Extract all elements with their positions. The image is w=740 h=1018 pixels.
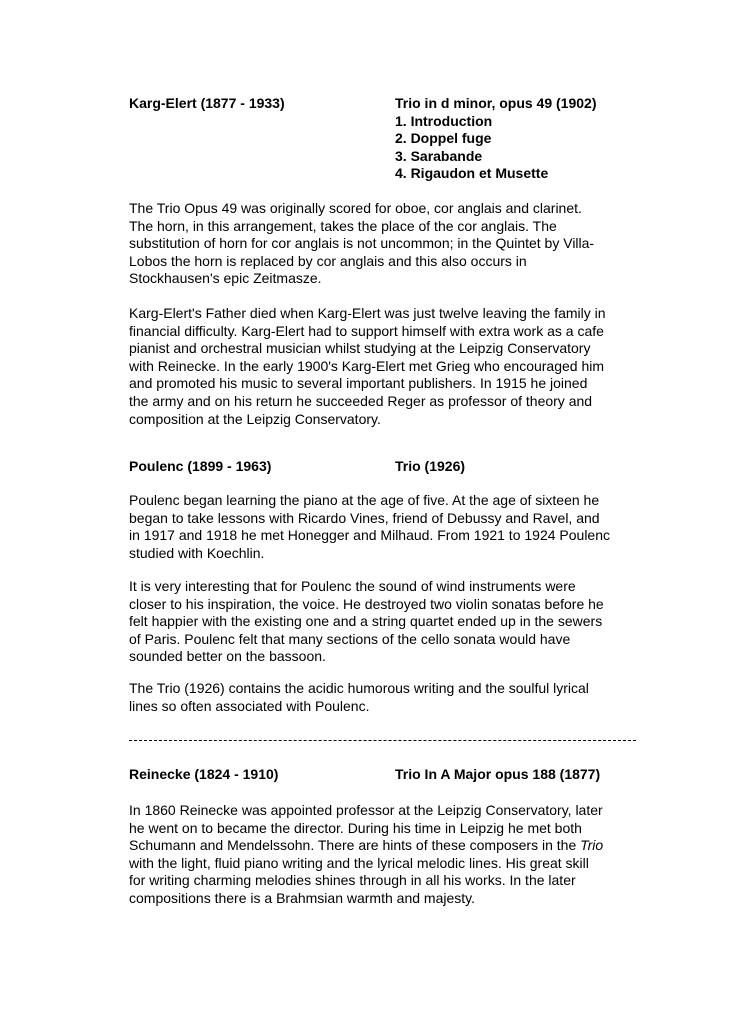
work-heading: [395, 458, 465, 476]
composer-name: Reinecke (1824 - 1910): [129, 766, 279, 782]
line: Lobos the horn is replaced by cor anglais and this also occurs in: [129, 252, 527, 269]
line: The Trio (1926) contains the acidic humorous writing and the soulful lyrical: [129, 680, 589, 696]
line: The horn, in this arrangement, takes the place of the cor anglais. The: [129, 217, 557, 234]
line: for writing charming melodies shines through in all his works. In the later: [129, 872, 576, 889]
line: Schumann and Mendelssohn. There are hints of these composers in the Trio: [129, 837, 604, 854]
work-heading: [395, 766, 600, 784]
line: substitution of horn for cor anglais is not uncommon; in the Quintet by Villa-: [129, 235, 595, 252]
line: of Paris. Poulenc felt that many sections of the cello sonata would have: [129, 630, 571, 647]
paragraph: [129, 200, 594, 288]
line: financial difficulty. Karg-Elert had to support himself with extra work as a cafe: [129, 322, 604, 339]
composer-heading: [129, 458, 271, 476]
paragraph: [129, 578, 604, 666]
line: he went on to became the director. During his time in Leipzig he met both: [129, 819, 582, 836]
line: the army and on his return he succeeded Reger as professor of theory and: [129, 392, 593, 409]
line: studied with Koechlin.: [129, 544, 265, 561]
line: It is very interesting that for Poulenc the sound of wind instruments were: [129, 578, 576, 594]
line: in 1917 and 1918 he met Honegger and Milhaud. From 1921 to 1924 Poulenc: [129, 527, 611, 544]
work-heading: [395, 95, 597, 183]
composer-heading: [129, 766, 278, 784]
line: Poulenc began learning the piano at the age of five. At the age of sixteen he: [129, 492, 600, 508]
line: closer to his inspiration, the voice. He destroyed two violin sonatas before he: [129, 595, 604, 612]
line: In 1860 Reinecke was appointed professor at the Leipzig Conservatory, later: [129, 802, 603, 818]
paragraph: [129, 802, 603, 908]
work-title: Trio (1926): [395, 458, 466, 474]
line: began to take lessons with Ricardo Vines, friend of Debussy and Ravel, and: [129, 509, 600, 526]
line: and promoted his music to several important publishers. In 1915 he joined: [129, 375, 588, 392]
composer-name: Poulenc (1899 - 1963): [129, 458, 272, 474]
dashed-divider: [129, 740, 636, 741]
line: pianist and orchestral musician whilst studying at the Leipzig Conservatory: [129, 340, 591, 357]
movement: 1. Introduction: [395, 112, 493, 129]
line: with Reinecke. In the early 1900's Karg-Elert met Grieg who encouraged him: [129, 357, 605, 374]
paragraph: [129, 680, 589, 715]
line: Stockhausen's epic Zeitmasze.: [129, 270, 322, 287]
line: composition at the Leipzig Conservatory.: [129, 410, 381, 427]
line: Karg-Elert's Father died when Karg-Elert was just twelve leaving the family in: [129, 305, 606, 321]
paragraph: [129, 305, 606, 428]
work-title: Trio in d minor, opus 49 (1902): [395, 95, 597, 111]
line: lines so often associated with Poulenc.: [129, 697, 370, 714]
work-title: Trio In A Major opus 188 (1877): [395, 766, 601, 782]
composer-name: Karg-Elert (1877 - 1933): [129, 95, 285, 111]
movement: 3. Sarabande: [395, 147, 483, 164]
line: compositions there is a Brahmsian warmth and majesty.: [129, 889, 475, 906]
composer-heading: [129, 95, 285, 113]
italic-work-title: Trio: [580, 837, 604, 854]
movement: 2. Doppel fuge: [395, 130, 492, 147]
paragraph: [129, 492, 610, 562]
line: with the light, fluid piano writing and the lyrical melodic lines. His great skill: [129, 854, 589, 871]
line: The Trio Opus 49 was originally scored for oboe, cor anglais and clarinet.: [129, 200, 582, 216]
movement: 4. Rigaudon et Musette: [395, 165, 549, 182]
line: felt happier with the existing one and a string quartet ended up in the sewers: [129, 613, 603, 630]
line: sounded better on the bassoon.: [129, 648, 326, 665]
